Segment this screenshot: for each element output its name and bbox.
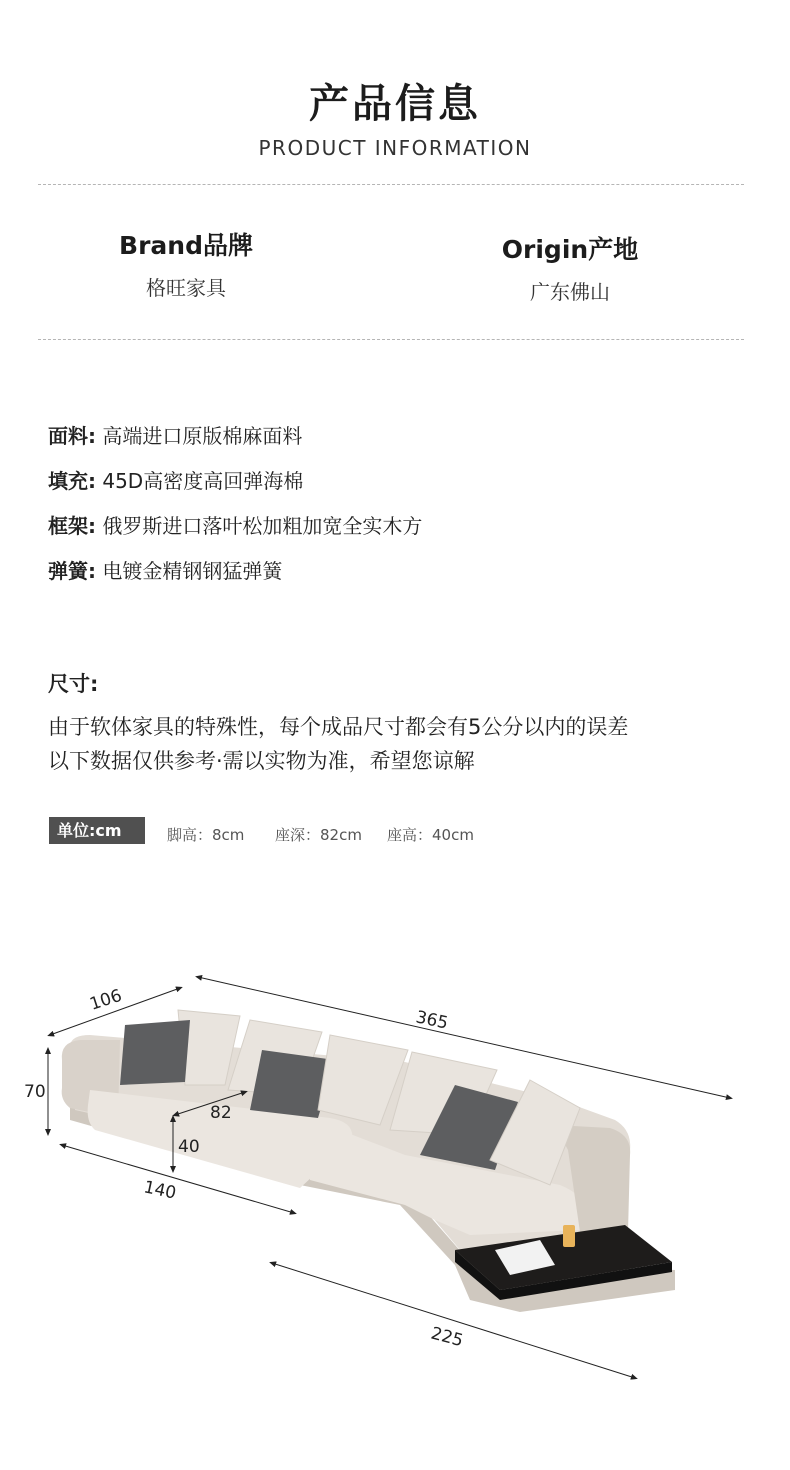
unit-badge: 单位:cm [49,817,145,844]
spec-row-spring [48,555,282,584]
spec-row-frame [48,510,422,539]
dim-seat-height: 40 [178,1137,200,1157]
dim-length: 365 [413,1007,450,1034]
spec-row-filling [48,465,303,494]
dim-chaise-length: 225 [428,1323,466,1352]
brand-value: 格旺家具 [146,276,226,300]
dim-height: 70 [24,1082,46,1102]
page-title: 产品信息 [309,81,481,127]
leg-height: 脚高：8cm [167,826,245,844]
dim-side-length: 140 [141,1177,178,1204]
seat-height: 座高：40cm [387,826,474,844]
candle-icon [563,1225,575,1247]
sofa-illustration [62,1010,675,1312]
pillow-dark [120,1020,190,1085]
spec-key: 面料: [48,424,96,448]
spec-row-fabric [48,420,302,449]
spec-value: 电镀金精钢钢猛弹簧 [102,559,283,583]
origin-label: Origin产地 [501,235,639,264]
spec-key: 填充: [48,469,96,493]
size-note-line2: 以下数据仅供参考·需以实物为准，希望您谅解 [48,749,475,773]
page-subtitle: PRODUCT INFORMATION [258,136,532,160]
size-note-line1: 由于软体家具的特殊性，每个成品尺寸都会有5公分以内的误差 [48,715,629,739]
spec-value: 高端进口原版棉麻面料 [102,424,303,448]
divider [38,339,744,340]
brand-label: Brand品牌 [119,231,253,260]
spec-key: 弹簧: [48,559,96,583]
origin-value: 广东佛山 [530,280,610,304]
dim-seat-depth: 82 [210,1103,232,1123]
divider [38,184,744,185]
spec-key: 框架: [48,514,96,538]
brand-block [36,226,336,301]
sofa-dimension-diagram [0,955,790,1470]
size-label: 尺寸: [48,672,99,696]
origin-block [420,230,720,305]
spec-value: 45D高密度高回弹海棉 [102,469,304,493]
dim-depth: 106 [87,985,125,1015]
seat-depth: 座深：82cm [275,826,362,844]
spec-value: 俄罗斯进口落叶松加粗加宽全实木方 [102,514,423,538]
